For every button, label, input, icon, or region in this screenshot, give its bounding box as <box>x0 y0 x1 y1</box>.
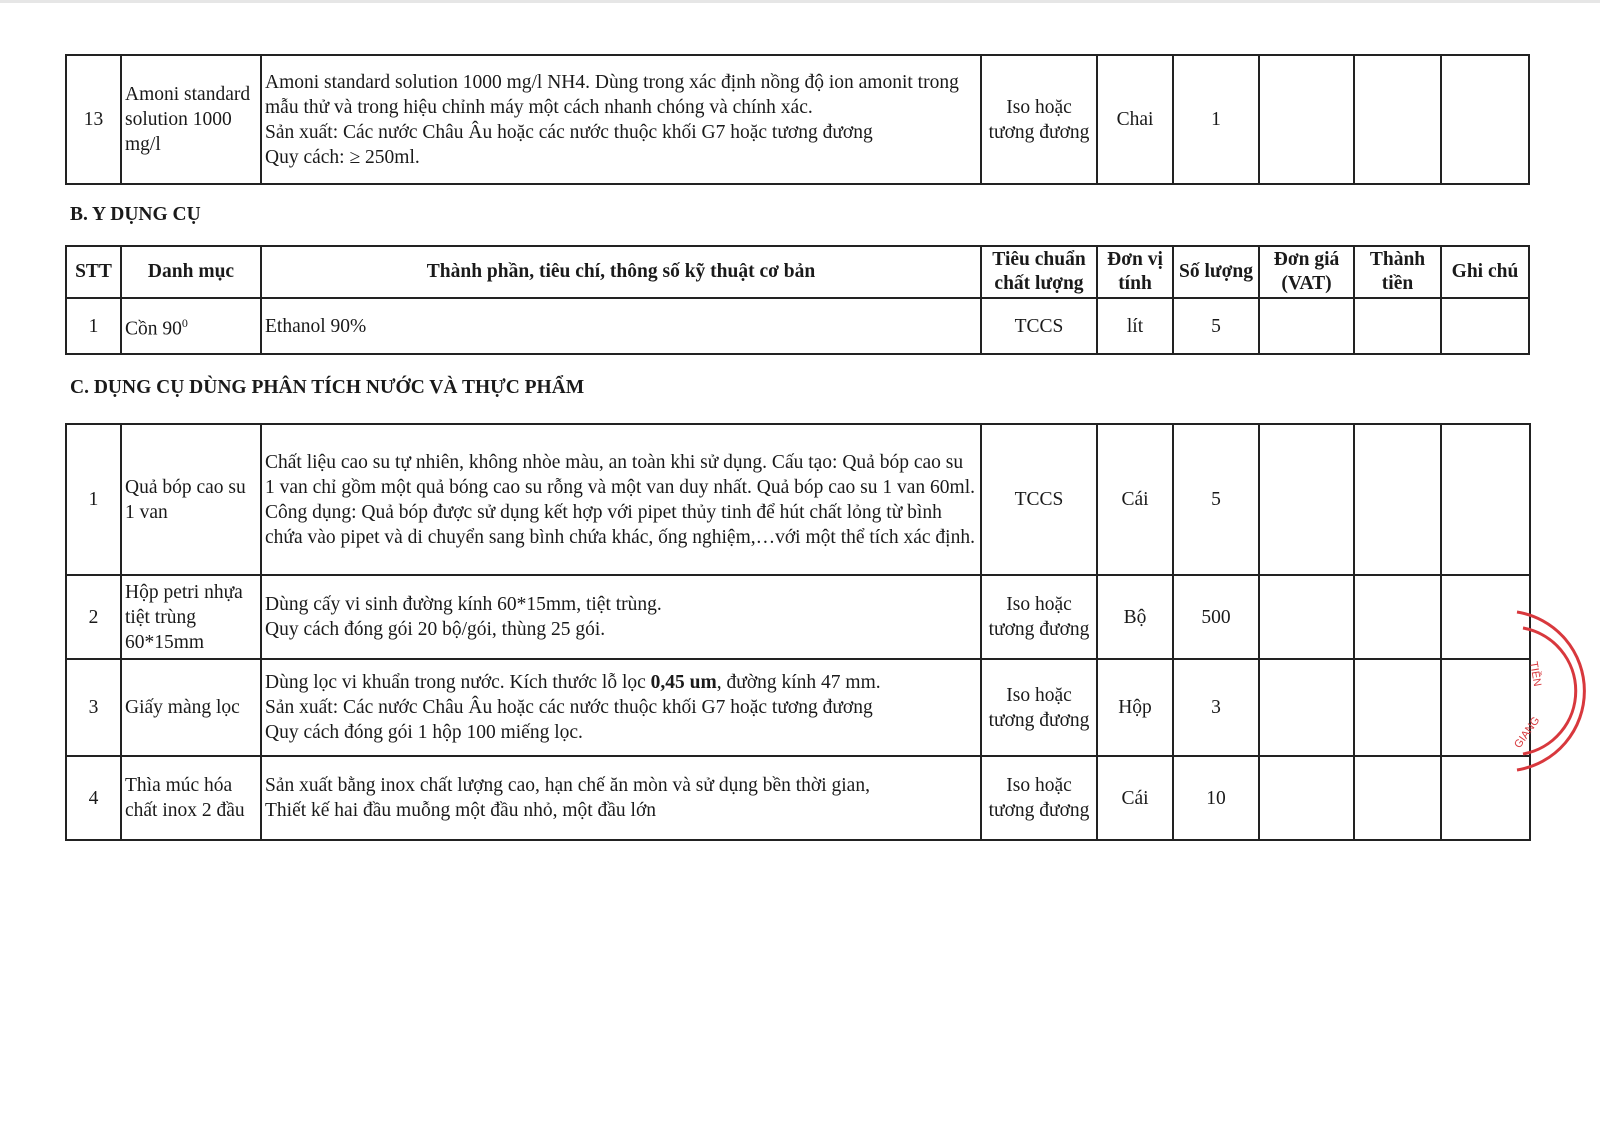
row-stt: 1 <box>66 298 121 354</box>
row-quantity: 1 <box>1173 55 1259 184</box>
row-name: Giấy màng lọc <box>121 659 261 756</box>
header-unit: Đơn vị tính <box>1097 246 1173 298</box>
description-line: Thiết kế hai đầu muỗng một đầu nhỏ, một đầu lớn <box>265 800 657 821</box>
table-row <box>66 659 1530 756</box>
table-row <box>66 756 1530 840</box>
seal-text: TIỀN <box>1527 660 1544 688</box>
row-quantity: 5 <box>1173 298 1259 354</box>
header-name: Danh mục <box>121 246 261 298</box>
row-price <box>1259 424 1354 575</box>
header-note: Ghi chú <box>1441 246 1529 298</box>
row-standard: TCCS <box>981 424 1097 575</box>
row-unit: lít <box>1097 298 1173 354</box>
description-line: Quy cách đóng gói 20 bộ/gói, thùng 25 gói. <box>265 619 606 640</box>
row-total <box>1354 659 1441 756</box>
row-unit: Cái <box>1097 756 1173 840</box>
row-quantity: 10 <box>1173 756 1259 840</box>
row-note <box>1441 424 1530 575</box>
section-c-title: C. DỤNG CỤ DÙNG PHÂN TÍCH NƯỚC VÀ THỰC PHẨM <box>70 377 585 398</box>
row-description <box>261 575 981 659</box>
row-price <box>1259 575 1354 659</box>
row-quantity: 3 <box>1173 659 1259 756</box>
row-description: Ethanol 90% <box>261 298 981 354</box>
row-stt: 4 <box>66 756 121 840</box>
row-standard: Iso hoặc tương đương <box>981 55 1097 184</box>
row-stt: 3 <box>66 659 121 756</box>
description-line: Sản xuất bằng inox chất lượng cao, hạn chế ăn mòn và sử dụng bền thời gian, <box>265 775 870 796</box>
row-total <box>1354 424 1441 575</box>
row-price <box>1259 298 1354 354</box>
table-section-b <box>65 245 1530 355</box>
description-line: Dùng cấy vi sinh đường kính 60*15mm, tiệt trùng. <box>265 594 662 615</box>
row-note <box>1441 575 1530 659</box>
row-stt: 2 <box>66 575 121 659</box>
row-name-superscript: 0 <box>181 315 188 330</box>
row-description <box>261 659 981 756</box>
table-row <box>66 298 1529 354</box>
description-line <box>265 670 977 695</box>
header-description: Thành phần, tiêu chí, thông số kỹ thuật cơ bản <box>261 246 981 298</box>
header-quantity: Số lượng <box>1173 246 1259 298</box>
description-text: Dùng lọc vi khuẩn trong nước. Kích thước lỗ lọc <box>265 672 651 693</box>
row-unit: Hộp <box>1097 659 1173 756</box>
row-total <box>1354 575 1441 659</box>
description-line: Amoni standard solution 1000 mg/l NH4. Dùng trong xác định nồng độ ion amonit trong mẫu thử và trong hiệu chỉnh máy một cách nhanh chóng và chính xác. <box>265 71 959 118</box>
description-bold-text: 0,45 um <box>650 672 717 693</box>
row-price <box>1259 659 1354 756</box>
row-unit: Bộ <box>1097 575 1173 659</box>
row-price <box>1259 756 1354 840</box>
description-line: Sản xuất: Các nước Châu Âu hoặc các nước thuộc khối G7 hoặc tương đương <box>265 121 873 143</box>
row-standard: Iso hoặc tương đương <box>981 756 1097 840</box>
description-line: Sản xuất: Các nước Châu Âu hoặc các nước thuộc khối G7 hoặc tương đương <box>265 697 873 718</box>
row-description <box>261 756 981 840</box>
header-total: Thành tiền <box>1354 246 1441 298</box>
row-unit: Chai <box>1097 55 1173 184</box>
row-note <box>1441 756 1530 840</box>
row-description: Chất liệu cao su tự nhiên, không nhòe màu, an toàn khi sử dụng. Cấu tạo: Quả bóp cao su 1 van chỉ gồm một quả bóng cao su rỗng và một van duy nhất. Quả bóp cao su 1 van 60ml. Công dụng: Quả bóp được sử dụng kết hợp với pipet thủy tinh để hút chất lỏng từ bình chứa vào pipet và di chuyển sang bình chứa khác, ống nghiệm,…với một thể tích xác định. <box>261 424 981 575</box>
row-standard: TCCS <box>981 298 1097 354</box>
table-row <box>66 55 1529 184</box>
header-standard: Tiêu chuẩn chất lượng <box>981 246 1097 298</box>
row-note <box>1441 298 1529 354</box>
table-section-c <box>65 423 1531 841</box>
row-name: Amoni standard solution 1000 mg/l <box>121 55 261 184</box>
row-standard: Iso hoặc tương đương <box>981 659 1097 756</box>
row-quantity: 5 <box>1173 424 1259 575</box>
row-total <box>1354 756 1441 840</box>
section-b-title: B. Y DỤNG CỤ <box>70 204 201 225</box>
row-name: Quả bóp cao su 1 van <box>121 424 261 575</box>
seal-text: GIANG <box>1512 714 1543 751</box>
row-standard: Iso hoặc tương đương <box>981 575 1097 659</box>
row-description <box>261 55 981 184</box>
description-line: Quy cách: ≥ 250ml. <box>265 146 420 168</box>
row-name-text: Cồn 90 <box>125 318 182 340</box>
header-stt: STT <box>66 246 121 298</box>
row-name <box>121 298 261 354</box>
row-name: Hộp petri nhựa tiệt trùng 60*15mm <box>121 575 261 659</box>
description-text: , đường kính 47 mm. <box>716 672 881 693</box>
row-price <box>1259 55 1354 184</box>
description-line: Quy cách đóng gói 1 hộp 100 miếng lọc. <box>265 722 583 743</box>
row-total <box>1354 55 1441 184</box>
table-header-row <box>66 246 1529 298</box>
row-note <box>1441 55 1529 184</box>
table-section-a <box>65 54 1530 185</box>
row-total <box>1354 298 1441 354</box>
table-row <box>66 575 1530 659</box>
header-price: Đơn giá (VAT) <box>1259 246 1354 298</box>
row-stt: 13 <box>66 55 121 184</box>
scan-edge <box>0 0 1600 3</box>
row-unit: Cái <box>1097 424 1173 575</box>
table-row <box>66 424 1530 575</box>
row-quantity: 500 <box>1173 575 1259 659</box>
row-name: Thìa múc hóa chất inox 2 đầu <box>121 756 261 840</box>
row-note <box>1441 659 1530 756</box>
row-stt: 1 <box>66 424 121 575</box>
